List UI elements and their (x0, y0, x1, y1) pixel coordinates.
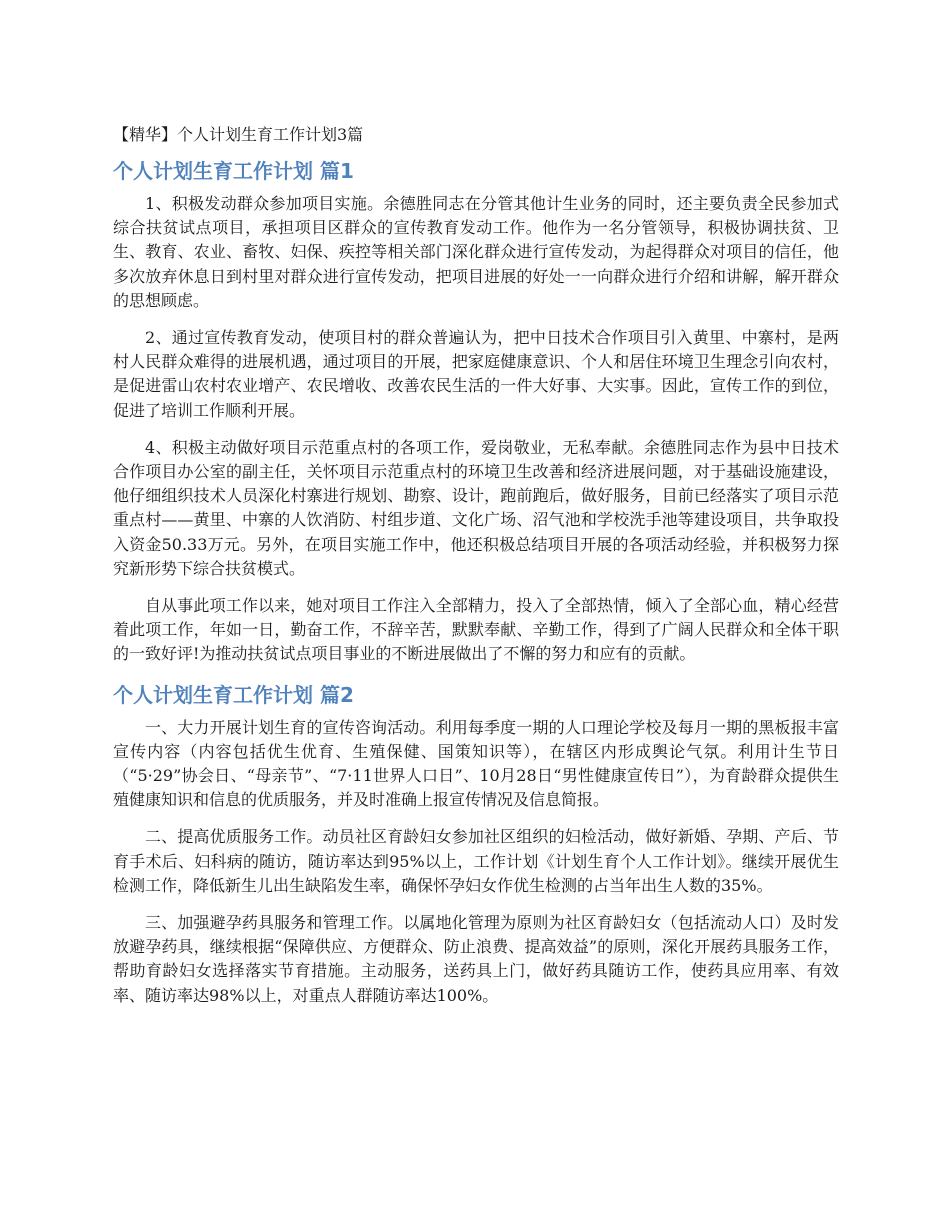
paragraph: 2、通过宣传教育发动，使项目村的群众普遍认为，把中日技术合作项目引入黄里、中寨村，是两村人民群众难得的进展机遇，通过项目的开展，把家庭健康意识、个人和居住环境卫生理念引向农村，是促进雷山农村农业增产、农民增收、改善农民生活的一件大好事、大实事。因此，宣传工作的到位，促进了培训工作顺利开展。 (113, 328, 839, 420)
section-2 (113, 680, 839, 1008)
section-1 (113, 156, 839, 667)
document-page (113, 122, 839, 1021)
document-title: 【精华】个人计划生育工作计划3篇 (113, 125, 364, 144)
paragraph: 1、积极发动群众参加项目实施。余德胜同志在分管其他计生业务的同时，还主要负责全民参加式综合扶贫试点项目，承担项目区群众的宣传教育发动工作。他作为一名分管领导，积极协调扶贫、卫生、教育、农业、畜牧、妇保、疾控等相关部门深化群众进行宣传发动，为起得群众对项目的信任，他多次放弃休息日到村里对群众进行宣传发动，把项目进展的好处一一向群众进行介绍和讲解，解开群众的思想顾虑。 (113, 194, 839, 310)
paragraph: 自从事此项工作以来，她对项目工作注入全部精力，投入了全部热情，倾入了全部心血，精心经营着此项工作，年如一日，勤奋工作，不辞辛苦，默默奉献、辛勤工作，得到了广阔人民群众和全体干职的一致好评!为推动扶贫试点项目事业的不断进展做出了不懈的努力和应有的贡献。 (113, 596, 839, 664)
paragraph: 一、大力开展计划生育的宣传咨询活动。利用每季度一期的人口理论学校及每月一期的黑板报丰富宣传内容（内容包括优生优育、生殖保健、国策知识等），在辖区内形成舆论气氛。利用计生节日（“5·29”协会日、“母亲节”、“7·11世界人口日”、10月28日“男性健康宣传日”），为育龄群众提供生殖健康知识和信息的优质服务，并及时准确上报宣传情况及信息简报。 (113, 717, 839, 810)
section-heading: 个人计划生育工作计划 篇2 (113, 682, 354, 707)
paragraph: 二、提高优质服务工作。动员社区育龄妇女参加社区组织的妇检活动，做好新婚、孕期、产后、节育手术后、妇科病的随访，随访率达到95%以上，工作计划《计划生育个人工作计划》。继续开展优生检测工作，降低新生儿出生缺陷发生率，确保怀孕妇女作优生检测的占当年出生人数的35%。 (113, 827, 839, 895)
section-heading: 个人计划生育工作计划 篇1 (113, 159, 354, 183)
paragraph: 三、加强避孕药具服务和管理工作。以属地化管理为原则为社区育龄妇女（包括流动人口）及时发放避孕药具，继续根据“保障供应、方便群众、防止浪费、提高效益”的原则，深化开展药具服务工作，帮助育龄妇女选择落实节育措施。主动服务，送药具上门，做好药具随访工作，使药具应用率、有效率、随访率达98%以上，对重点人群随访率达100%。 (113, 913, 839, 1005)
paragraph: 4、积极主动做好项目示范重点村的各项工作，爱岗敬业，无私奉献。余德胜同志作为县中日技术合作项目办公室的副主任，关怀项目示范重点村的环境卫生改善和经济进展问题，对于基础设施建设，他仔细组织技术人员深化村寨进行规划、勘察、设计，跑前跑后，做好服务，目前已经落实了项目示范重点村——黄里、中寨的人饮消防、村组步道、文化广场、沼气池和学校洗手池等建设项目，共争取投入资金50.33万元。另外，在项目实施工作中，他还积极总结项目开展的各项活动经验，并积极努力探究新形势下综合扶贫模式。 (113, 437, 839, 578)
